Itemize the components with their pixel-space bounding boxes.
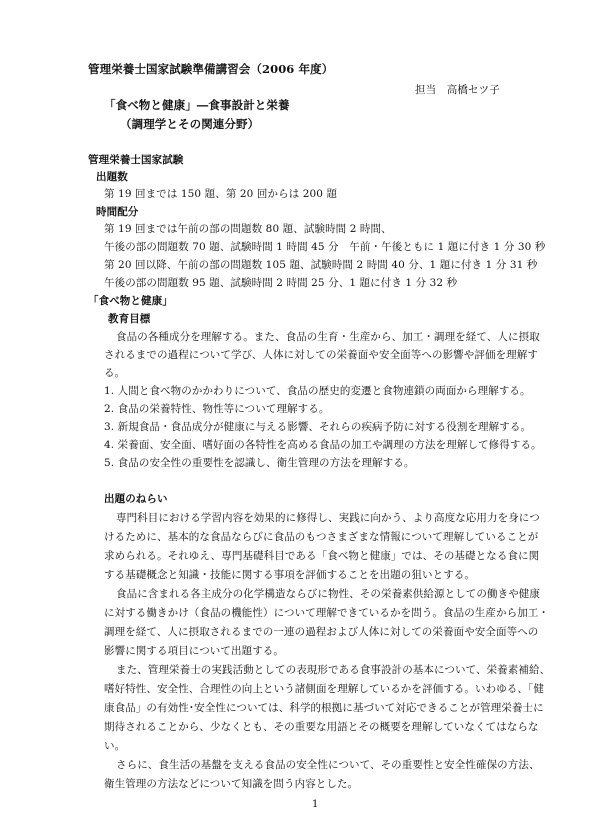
subject-heading: 「食べ物と健康」 (88, 295, 173, 307)
aims-line: 衛生管理の方法などについて知識を問う内容とした。 (104, 778, 359, 790)
aims-line: 食品に含まれる各主成分の化学構造ならびに物性、その栄養素供給源としての働きや健康 (116, 588, 540, 600)
goal-item: 2. 食品の栄養特性、物性等について理解する。 (104, 403, 330, 415)
goal-item: 4. 栄養面、安全面、嗜好面の各特性を高める食品の加工や調理の方法を理解して修得する。 (104, 439, 542, 451)
aims-line: 影響に関する項目について出題する。 (104, 645, 284, 657)
aims-line: さらに、食生活の基盤を支える食品の安全性について、その重要性と安全性確保の方法、 (116, 759, 540, 771)
aims-line: 期待されることから、少なくとも、その重要な用語とその概要を理解していなくてはならな (104, 721, 539, 733)
num-questions-text: 第 19 回までは 150 題、第 20 回からは 200 題 (104, 188, 338, 200)
goal-item: 3. 新規食品・食品成分が健康に与える影響、それらの疾病予防に対する役割を理解する。 (104, 421, 532, 433)
aims-heading: 出題のねらい (104, 493, 168, 505)
aims-line: する基礎概念と知識・技能に関する事項を評価することを出題の狙いとする。 (104, 569, 475, 581)
aims-line: 調理を経て、人に摂取されるまでの一連の過程および人体に対しての栄養面や安全面等への (104, 626, 539, 638)
aims-line: い。 (104, 740, 126, 752)
time-line: 第 20 回以降、午前の部の問題数 105 題、試験時間 2 時間 40 分、1 題に付き 1 分 31 秒 (104, 259, 538, 271)
aims-line: 専門科目における学習内容を効果的に修得し、実践に向かう、より高度な応用力を身につ (116, 512, 540, 524)
course-title: 管理栄養士国家試験準備講習会（2006 年度） (88, 62, 334, 76)
time-line: 午後の部の問題数 95 題、試験時間 2 時間 25 分、1 題に付き 1 分 32 秒 (104, 277, 458, 289)
goal-item: 5. 食品の安全性の重要性を認識し、衛生管理の方法を理解する。 (104, 457, 415, 469)
instructor-name: 担当 高橋セツ子 (415, 84, 500, 96)
exam-heading: 管理栄養士国家試験 (88, 154, 184, 166)
aims-line: 求められる。それゆえ、専門基礎科目である「食べ物と健康」では、その基礎となる食に関 (104, 550, 540, 562)
subject-title: 「食べ物と健康」―食事設計と栄養 (104, 98, 290, 112)
goals-intro-line: る。 (104, 367, 126, 379)
aims-line: 康食品」の有効性･安全性については、科学的根拠に基づいて対応できることが管理栄養士に (104, 702, 544, 714)
aims-line: 嗜好特性、安全性、合理性の向上という諸側面を理解しているかを評価する。いわゆる、「健 (104, 683, 544, 695)
page-number: 1 (312, 799, 319, 810)
num-questions-heading: 出題数 (96, 171, 128, 183)
time-line: 第 19 回までは午前の部の問題数 80 題、試験時間 2 時間、 (104, 223, 392, 235)
goals-intro-line: 食品の各種成分を理解する。また、食品の生育・生産から、加工・調理を経て、人に摂取 (116, 331, 540, 343)
goals-intro-line: されるまでの過程について学び、人体に対しての栄養面や安全面等への影響や評価を理解す (104, 349, 538, 361)
time-heading: 時間配分 (96, 206, 139, 218)
time-line: 午後の部の問題数 70 題、試験時間 1 時間 45 分 午前・午後ともに 1 題に付き 1 分 30 秒 (104, 241, 546, 253)
goals-heading: 教育目標 (108, 313, 151, 325)
goal-item: 1. 人間と食べ物のかかわりについて、食品の歴史的変遷と食物連鎖の両面から理解する。 (104, 385, 531, 397)
aims-line: けるために、基本的な食品ならびに食品のもつさまざまな情報について理解していることが (104, 531, 539, 543)
aims-line: に対する働きかけ（食品の機能性）について理解できているかを問う。食品の生産から加工・ (104, 607, 549, 619)
subject-subtitle: （調理学とその関連分野） (120, 117, 260, 131)
aims-line: また、管理栄養士の実践活動としての表現形である食事設計の基本について、栄養素補給、 (116, 664, 551, 676)
